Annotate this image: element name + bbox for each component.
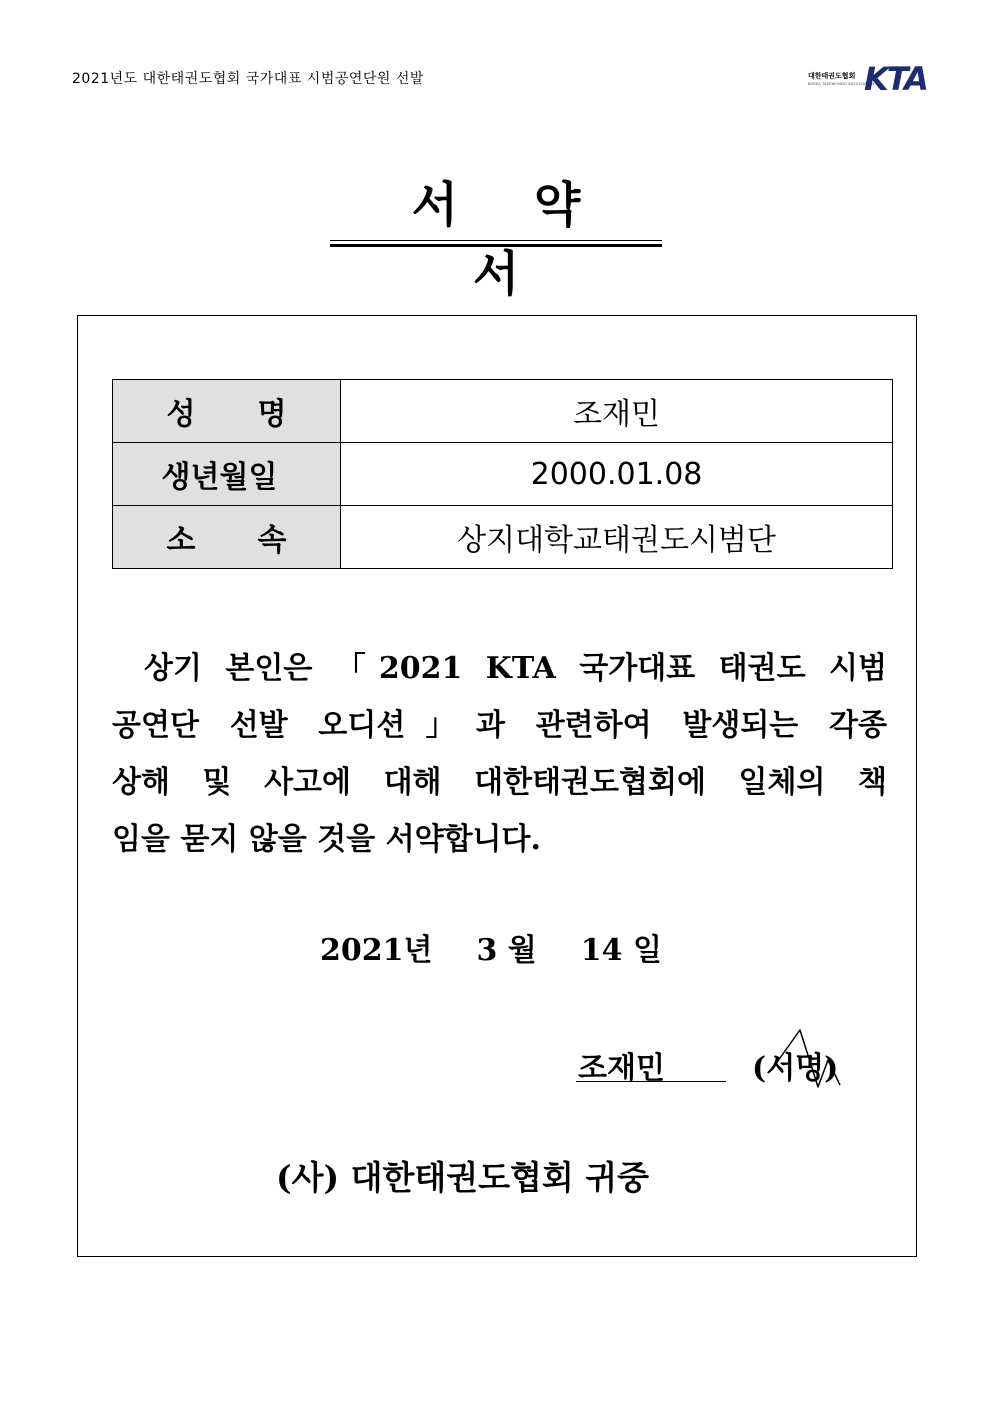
logo-mark: KTA [864, 60, 927, 98]
pledge-line: 공연단 선발 오디션」과 관련하여 발생되는 각종 [112, 708, 887, 743]
label-birthdate: 생년월일 [113, 443, 341, 506]
signer-underline [576, 1081, 726, 1082]
logo-org-name: 대한태권도협회 [808, 72, 856, 80]
label-name: 성 명 [113, 380, 341, 443]
info-row-name [113, 380, 893, 443]
info-row-birthdate [113, 443, 893, 506]
title-char: 약 [534, 177, 581, 233]
title-underline [330, 240, 662, 241]
header-text: 2021년도 대한태권도협회 국가대표 시범공연단원 선발 [72, 71, 424, 87]
date-year: 2021년 [320, 933, 433, 968]
date [320, 925, 670, 969]
pledge-line: 상해 및 사고에 대해 대한태권도협회에 일체의 책 [112, 765, 887, 800]
label-affiliation: 소 속 [113, 506, 341, 569]
value-name: 조재민 [341, 380, 893, 443]
value-birthdate: 2000.01.08 [341, 443, 893, 506]
recipient: (사) 대한태권도협회 귀중 [276, 1158, 649, 1197]
document-title [330, 166, 662, 304]
pledge-text [112, 640, 887, 868]
pledge-line: 상기 본인은 「2021 KTA 국가대표 태권도 시범 [144, 651, 887, 686]
value-affiliation: 상지대학교태권도시범단 [341, 506, 893, 569]
info-table [112, 379, 893, 569]
sign-label: (서명) [752, 1051, 839, 1086]
date-day: 14 일 [580, 933, 662, 968]
kta-logo [808, 60, 927, 98]
signer-name: 조재민 [578, 1051, 665, 1086]
info-row-affiliation [113, 506, 893, 569]
date-month: 3 월 [476, 933, 537, 968]
handwritten-signature [770, 1025, 845, 1095]
logo-subtitle: KOREA TAEKWONDO ASSOCIATION [808, 82, 875, 86]
title-underline-thick [330, 244, 662, 247]
title-char: 서 [472, 246, 520, 302]
pledge-line: 임을 묻지 않을 것을 서약합니다. [112, 822, 541, 857]
title-char: 서 [411, 177, 458, 233]
